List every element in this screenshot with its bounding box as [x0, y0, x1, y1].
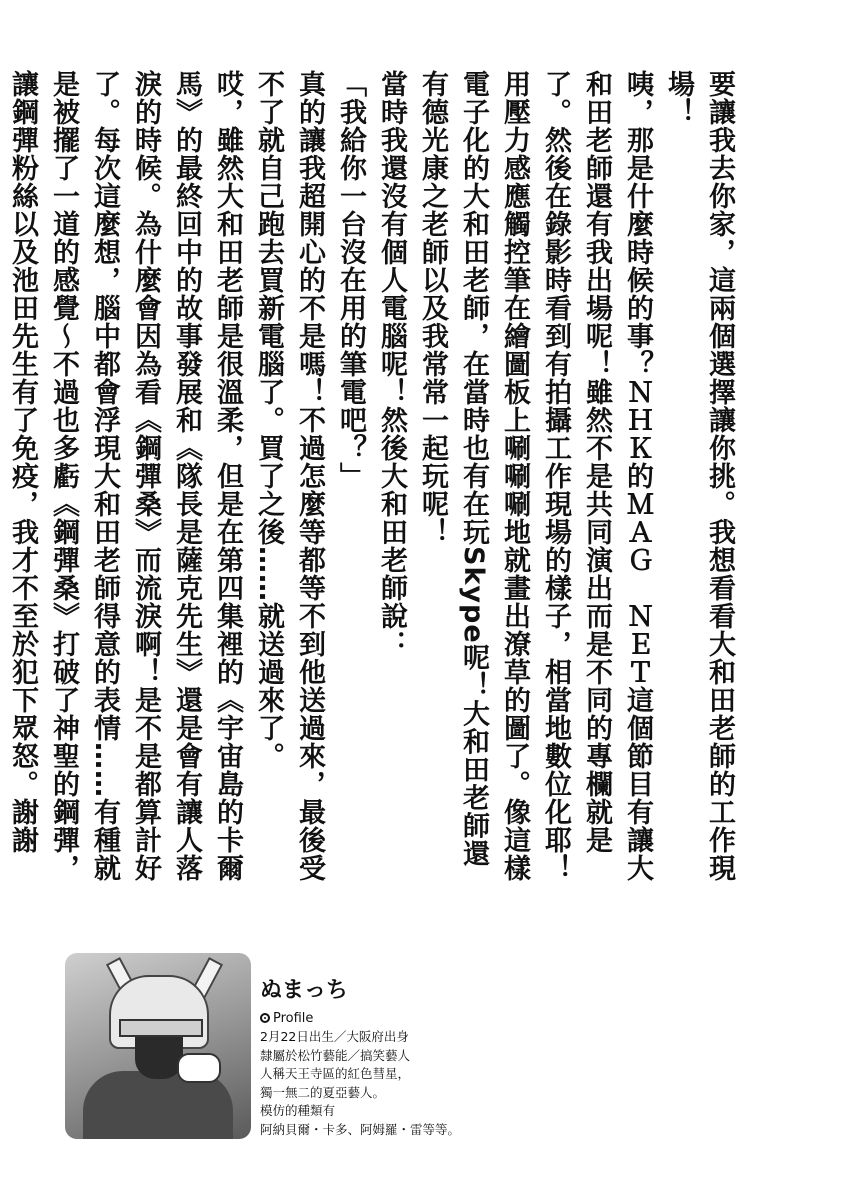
bullet-icon: [260, 1013, 270, 1023]
article-body: [7, 70, 740, 890]
profile-info: [260, 978, 560, 1139]
profile-line: 人稱天王寺區的紅色彗星，: [260, 1066, 411, 1081]
paragraph-3: 當時我還沒有個人電腦呢！然後大和田老師說：: [376, 70, 407, 658]
profile-heading-label: Profile: [273, 1011, 314, 1026]
profile-line: 隸屬於松竹藝能／搞笑藝人: [260, 1047, 411, 1063]
profile-heading: [260, 1010, 560, 1028]
paragraph-2: 咦，那是什麼時候的事？ＮＨＫ的ＭＡＧ ＮＥＴ這個節目有讓大和田老師還有我出場呢！雖然不是共同演出而是不同的專欄就是了。然後在錄影時看到有拍攝工作現場的樣子，相當地數位化耶！用壓力感應觸控筆在繪圖板上唰唰唰地就畫出潦草的圖了。像這樣電子化的大和田老師，在當時也有在玩Skype呢！大和田老師還有德光康之老師以及我常常一起玩呢！: [417, 70, 653, 882]
profile-line: 阿納貝爾・卡多、阿姆羅・雷等等。: [260, 1121, 461, 1137]
paragraph-1: 要讓我去你家，這兩個選擇讓你挑。我想看看大和田老師的工作現場！: [663, 70, 735, 882]
gloved-hand: [177, 1053, 221, 1083]
profile-line: 獨一無二的夏亞藝人。: [260, 1084, 386, 1100]
profile-line: 2月22日出生／大阪府出身: [260, 1029, 409, 1044]
paragraph-5: 真的讓我超開心的不是嗎！不過怎麼等都等不到他送過來，最後受不了就自己跑去買新電腦了。買了之後……就送過來了。: [253, 70, 325, 882]
profile-photo: [65, 953, 251, 1139]
profile-name: ぬまっち: [260, 978, 349, 1003]
profile-line: 模仿的種類有: [260, 1103, 336, 1118]
paragraph-quote: 「我給你一台沒在用的筆電吧？」: [335, 70, 366, 490]
helmet-visor: [119, 1019, 203, 1037]
paragraph-6: 哎，雖然大和田老師是很溫柔，但是在第四集裡的《宇宙島的卡爾馬》的最終回中的故事發展和《隊長是薩克先生》還是會有讓人落淚的時候。為什麼會因為看《鋼彈桑》而流淚啊！是不是都算計好了。每次這麼想，腦中都會浮現大和田老師得意的表情……有種就是被擺了一道的感覺～不過也多虧《鋼彈桑》打破了神聖的鋼彈，讓鋼彈粉絲以及池田先生有了免疫，我才不至於犯下眾怒。謝謝: [7, 70, 243, 882]
